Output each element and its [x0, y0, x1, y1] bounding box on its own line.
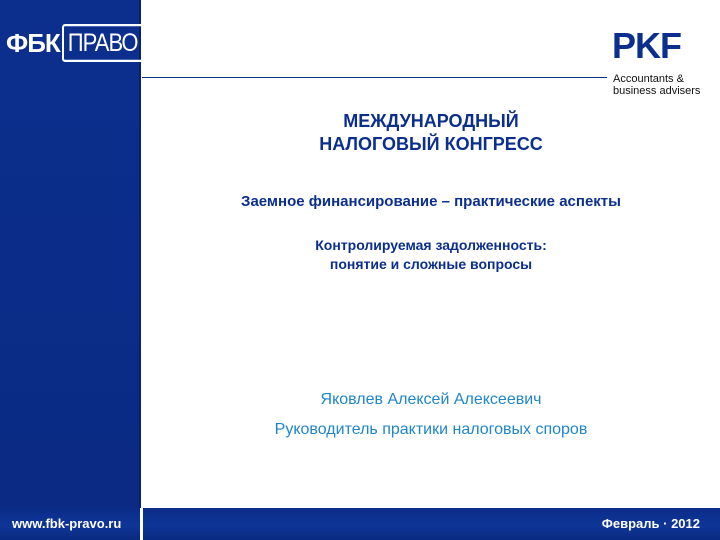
- subtopic-line1: Контролируемая задолженность:: [315, 237, 547, 253]
- author-position: Руководитель практики налоговых споров: [274, 421, 588, 438]
- fbk-logo-main: ФБК: [6, 28, 60, 58]
- pkf-logo: PKF: [612, 25, 681, 66]
- pkf-tagline-line1: Accountants &: [613, 73, 684, 85]
- fbk-pravo-logo: [6, 26, 144, 60]
- slide-subtitle: Заемное финансирование – практические аспекты: [241, 193, 621, 210]
- author-block: [142, 385, 720, 445]
- pkf-tagline-line2: business advisers: [613, 85, 701, 97]
- header-divider: [142, 77, 607, 78]
- footer-date: Февраль · 2012: [601, 516, 700, 531]
- footer-separator: [140, 508, 143, 540]
- title-line1: МЕЖДУНАРОДНЫЙ: [343, 111, 519, 131]
- footer-url-link[interactable]: www.fbk-pravo.ru: [12, 516, 122, 531]
- footer-bar: [0, 508, 720, 540]
- title-line2: НАЛОГОВЫЙ КОНГРЕСС: [319, 134, 543, 154]
- slide-title: [142, 110, 720, 156]
- slide-content: [142, 100, 720, 274]
- pkf-tagline: [613, 73, 700, 97]
- author-name: Яковлев Алексей Алексеевич: [320, 391, 542, 408]
- slide-subtopic: [142, 236, 720, 274]
- left-sidebar: [0, 0, 141, 508]
- sidebar-edge: [139, 0, 141, 508]
- subtopic-line2: понятие и сложные вопросы: [329, 256, 533, 272]
- fbk-logo-sub: ПРАВО: [62, 24, 144, 62]
